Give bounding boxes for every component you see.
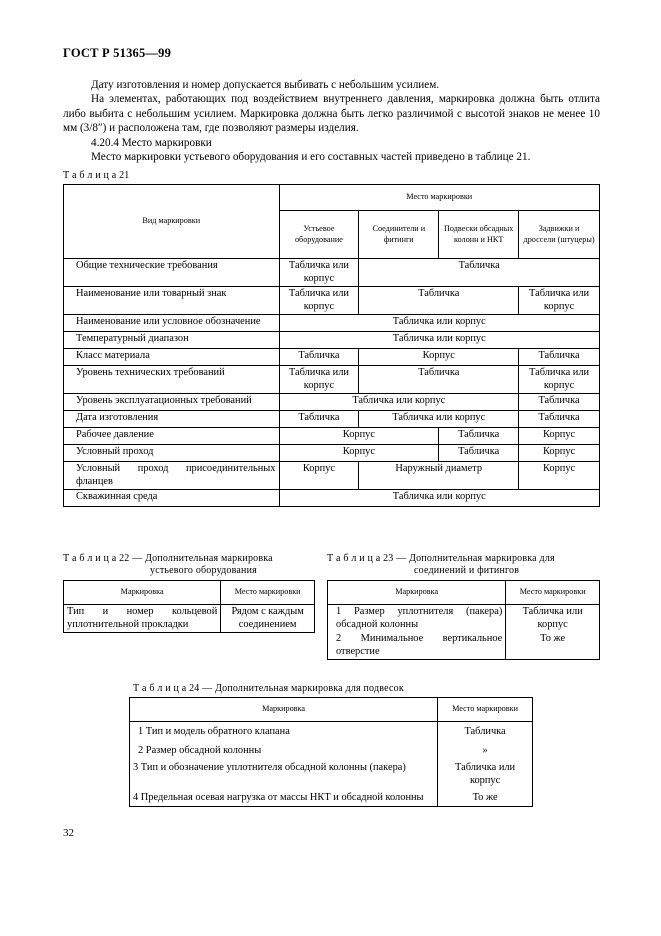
- table23-caption: [327, 553, 555, 577]
- table-row: [64, 315, 600, 332]
- cell: Корпус: [279, 428, 439, 445]
- row-label: Температурный диапазон: [64, 332, 280, 349]
- table21-caption: Т а б л и ц а 21: [63, 170, 130, 181]
- row-label: Условный проход: [64, 445, 280, 462]
- col-header-marking: Маркировка: [328, 581, 506, 605]
- table-21: [63, 184, 600, 507]
- cell: Корпус: [519, 462, 600, 490]
- table-row: [64, 605, 315, 633]
- table-row: [328, 605, 600, 633]
- table-row: [130, 788, 533, 806]
- table-row: [64, 490, 600, 507]
- table-row: [130, 740, 533, 759]
- cell: Наружный диаметр: [359, 462, 519, 490]
- row-label: Наименование или условное обозначение: [64, 315, 280, 332]
- cell: Табличка: [279, 411, 359, 428]
- row-label: 1 Размер уплотнителя (пакера) обсадной колонны: [328, 605, 506, 633]
- cell: Табличка: [439, 428, 519, 445]
- table-23: [327, 580, 600, 660]
- document-header: ГОСТ Р 51365—99: [63, 46, 172, 60]
- row-label: Общие технические требования: [64, 259, 280, 287]
- paragraph: На элементах, работающих под воздействием внутреннего давления, маркировка должна быть отлита либо выбита с небольшим усилием. Маркировка должна быть легко различимой с высотой знаков не менее 10 мм (3/8″) и расположена там, где позволяют размеры изделия.: [63, 93, 600, 135]
- row-label: Класс материала: [64, 349, 280, 366]
- table-row: [64, 349, 600, 366]
- table-row: [64, 259, 600, 287]
- table-row: [64, 366, 600, 394]
- subcol-header: Задвижки и дроссели (штуцеры): [519, 211, 600, 259]
- cell: Табличка: [519, 349, 600, 366]
- cell: Табличка: [359, 287, 519, 315]
- col-header-place: Место маркировки: [506, 581, 600, 605]
- cell: Табличка или корпус: [279, 332, 600, 349]
- cell: Табличка или корпус: [279, 490, 600, 507]
- table-row: [64, 428, 600, 445]
- subcol-header: Соединители и фитинги: [359, 211, 439, 259]
- cell: Табличка или корпус: [279, 287, 359, 315]
- cell: Корпус: [279, 445, 439, 462]
- table24-caption: Т а б л и ц а 24 — Дополнительная маркировка для подвесок: [133, 683, 404, 694]
- cell: Корпус: [519, 428, 600, 445]
- col-header-place: Место маркировки: [438, 698, 533, 722]
- row-label: Наименование или товарный знак: [64, 287, 280, 315]
- col-header-view: Вид маркировки: [64, 185, 280, 259]
- row-label: Скважинная среда: [64, 490, 280, 507]
- cell: Рядом с каждым соединением: [221, 605, 315, 633]
- cell: Табличка или корпус: [359, 411, 519, 428]
- cell: »: [438, 740, 533, 759]
- body-text: [63, 78, 600, 164]
- table-row: [64, 287, 600, 315]
- table22-caption-line2: устьевого оборудования: [150, 565, 257, 576]
- cell: Табличка: [439, 445, 519, 462]
- row-label: Дата изготовления: [64, 411, 280, 428]
- col-header-marking: Маркировка: [64, 581, 221, 605]
- table23-caption-line2: соединений и фитингов: [414, 565, 520, 576]
- cell: Табличка: [359, 366, 519, 394]
- cell: Табличка или корпус: [279, 315, 600, 332]
- row-label: 2 Минимальное вертикальное отверстие: [328, 632, 506, 660]
- cell: Табличка или корпус: [519, 287, 600, 315]
- table-row: [328, 632, 600, 660]
- cell: Корпус: [279, 462, 359, 490]
- cell: Корпус: [359, 349, 519, 366]
- paragraph: Место маркировки устьевого оборудования и его составных частей приведено в таблице 21.: [91, 151, 531, 164]
- cell: Табличка или корпус: [519, 366, 600, 394]
- table-row: [64, 394, 600, 411]
- cell: Табличка или корпус: [279, 394, 519, 411]
- table23-caption-line1: Т а б л и ц а 23 — Дополнительная маркировка для: [327, 553, 555, 564]
- cell: То же: [506, 632, 600, 660]
- cell: Табличка или корпус: [279, 259, 359, 287]
- row-label: 2 Размер обсадной колонны: [130, 740, 438, 759]
- table22-caption: [63, 553, 273, 577]
- row-label: Рабочее давление: [64, 428, 280, 445]
- row-label: Тип и номер кольцевой уплотнительной прокладки: [64, 605, 221, 633]
- cell: Табличка или корпус: [506, 605, 600, 633]
- cell: Табличка или корпус: [279, 366, 359, 394]
- cell: Табличка: [519, 394, 600, 411]
- table-24: [129, 697, 533, 807]
- col-header-place: Место маркировки: [221, 581, 315, 605]
- cell: Корпус: [519, 445, 600, 462]
- table-row: [130, 722, 533, 740]
- row-label: 1 Тип и модель обратного клапана: [130, 722, 438, 740]
- cell: Табличка: [279, 349, 359, 366]
- row-label: 4 Предельная осевая нагрузка от массы НКТ и обсадной колонны: [130, 788, 438, 806]
- subcol-header: Подвески обсадных колонн и НКТ: [439, 211, 519, 259]
- cell: То же: [438, 788, 533, 806]
- cell: Табличка: [438, 722, 533, 740]
- col-header-place: Место маркировки: [279, 185, 600, 211]
- cell: Табличка: [519, 411, 600, 428]
- row-label: Условный проход присоединительных фланцев: [64, 462, 280, 490]
- table-row: [64, 445, 600, 462]
- row-label: Уровень эксплуатационных требований: [64, 394, 280, 411]
- row-label: 3 Тип и обозначение уплотнителя обсадной колонны (пакера): [130, 758, 438, 788]
- paragraph: Дату изготовления и номер допускается выбивать с небольшим усилием.: [91, 79, 440, 91]
- table-row: [64, 332, 600, 349]
- page-number: 32: [63, 827, 74, 839]
- row-label: Уровень технических требований: [64, 366, 280, 394]
- table-row: [130, 758, 533, 788]
- table-row: [64, 411, 600, 428]
- col-header-marking: Маркировка: [130, 698, 438, 722]
- section-heading: 4.20.4 Место маркировки: [91, 136, 212, 149]
- table-row: [64, 462, 600, 490]
- subcol-header: Устьевое оборудование: [279, 211, 359, 259]
- table-22: [63, 580, 315, 633]
- table22-caption-line1: Т а б л и ц а 22 — Дополнительная маркировка: [63, 553, 273, 564]
- cell: Табличка или корпус: [438, 758, 533, 788]
- cell: Табличка: [359, 259, 600, 287]
